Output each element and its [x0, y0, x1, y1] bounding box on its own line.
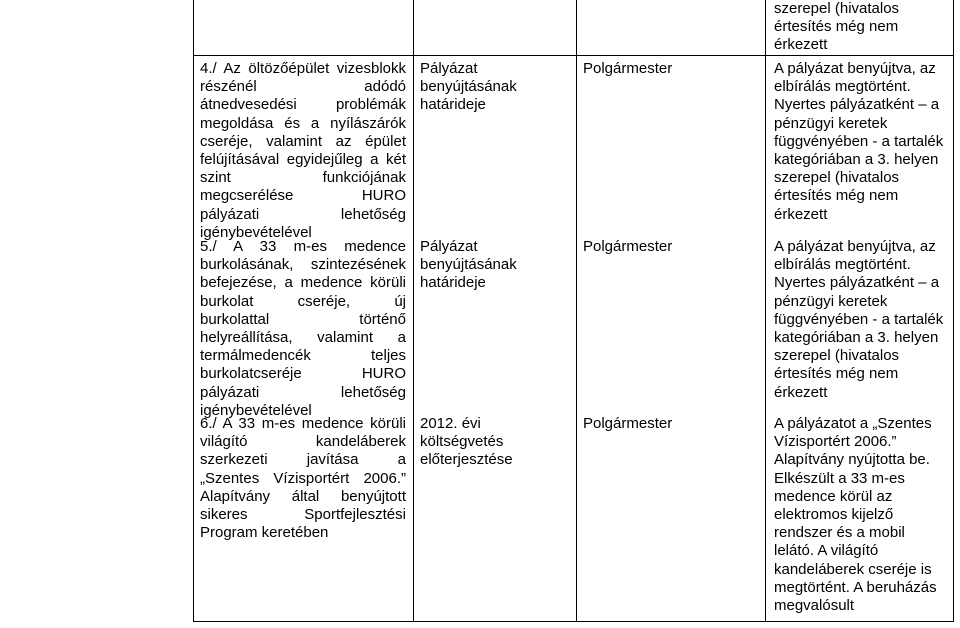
status-6: A pályázatot a „Szentes Vízisportért 2006.” Alapítvány nyújtotta be. Elkészült a 33 m-es medence körül az elektromos kijelző rendszer és a mobil lelátó. A világító kandeláberek cseréje is megtörtént. A beruházás megvalósult — [774, 415, 937, 615]
table-column-divider — [765, 0, 766, 622]
responsible-4: Polgármester — [583, 60, 673, 77]
deadline-5: Pályázat benyújtásának határideje — [420, 238, 517, 292]
task-description-5: 5./ A 33 m-es medence burkolásának, szintezésének befejezése, a medence körüli burkolat cseréje, új burkolattal történő helyreállítása, valamint a termálmedencék teljes burkolatcseréje HURO pályázati lehetőség igénybevételével — [200, 238, 406, 419]
status-4: A pályázat benyújtva, az elbírálás megtörtént. Nyertes pályázatként – a pénzügyi keretek függvényében - a tartalék kategóriában a 3. helyen szerepel (hivatalos értesítés még nem érkezett — [774, 60, 944, 223]
table-row-divider — [193, 55, 954, 56]
table-border-right — [953, 0, 954, 622]
deadline-6: 2012. évi költségvetés előterjesztése — [420, 415, 513, 469]
task-description-6: 6./ A 33 m-es medence körüli világító kandeláberek szerkezeti javítása a „Szentes Vízisportért 2006.” Alapítvány által benyújtott sikeres Sportfejlesztési Program keretében — [200, 415, 406, 542]
table-border-bottom — [193, 621, 954, 622]
deadline-4: Pályázat benyújtásának határideje — [420, 60, 517, 114]
table-border-left — [193, 0, 194, 622]
status-5: A pályázat benyújtva, az elbírálás megtörtént. Nyertes pályázatként – a pénzügyi keretek függvényében - a tartalék kategóriában a 3. helyen szerepel (hivatalos értesítés még nem érkezett — [774, 238, 944, 401]
table-column-divider — [576, 0, 577, 622]
responsible-6: Polgármester — [583, 415, 673, 432]
responsible-5: Polgármester — [583, 238, 673, 255]
table-column-divider — [413, 0, 414, 622]
task-description-4: 4./ Az öltözőépület vizesblokk részénél adódó átnedvesedési problémák megoldása és a nyílászárók cseréje, valamint az épület felújításával egyidejűleg a két szint funkciójának megcserélése HURO pályázati lehetőség igénybevételével — [200, 60, 406, 241]
status-continuation-text: szerepel (hivatalos értesítés még nem érkezett — [774, 0, 900, 54]
